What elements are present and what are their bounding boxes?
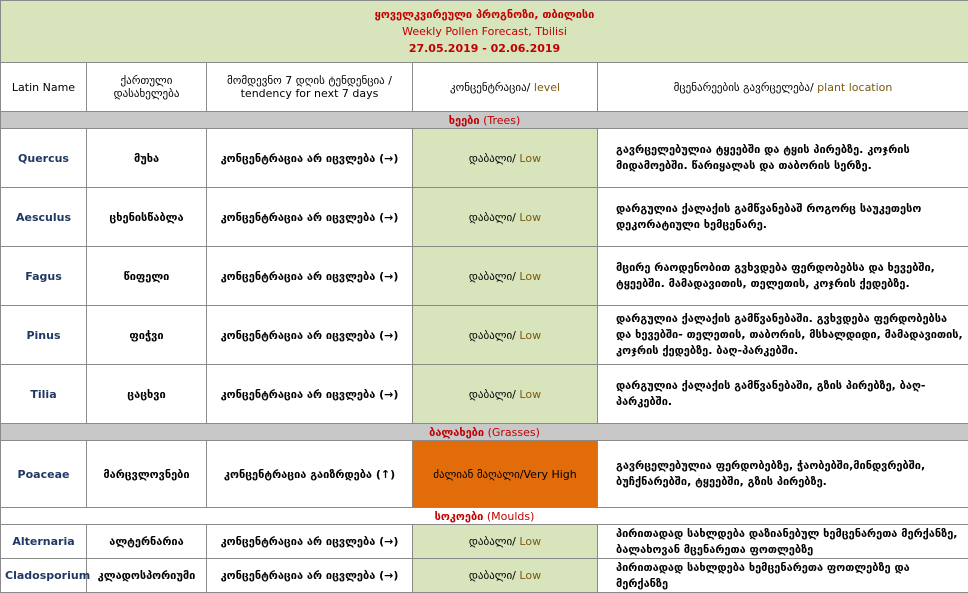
tendency-cell: კონცენტრაცია არ იცვლება (→) (207, 306, 413, 365)
table-row (1, 247, 968, 306)
col-tendency-en: tendency for next 7 days (240, 87, 379, 100)
level-en: Low (515, 269, 542, 283)
level-cell (413, 559, 598, 593)
section-grasses-ka: ბალახები (429, 425, 485, 439)
georgian-name-cell: ფიჭვი (87, 306, 207, 365)
section-moulds-en: (Moulds) (483, 509, 535, 523)
location-cell: გავრცელებულია ფერდობებზე, ჭაობებში,მინდვრებში, ბუჩქნარებში, ტყეებში, გზის პირებზე. (598, 441, 968, 508)
latin-name-cell: Pinus (1, 306, 87, 365)
table-row (1, 559, 968, 593)
column-header-row (1, 63, 968, 112)
georgian-name-cell: ცაცხვი (87, 365, 207, 424)
location-cell: დარგულია ქალაქის გამწვანებაში, გზის პირებზე, ბაღ-პარკებში. (598, 365, 968, 424)
col-tendency-ka: მომდევნო 7 დღის ტენდენცია / (227, 74, 392, 87)
section-trees-en: (Trees) (479, 113, 521, 127)
level-ka: დაბალი/ (468, 151, 516, 165)
level-ka: დაბალი/ (468, 328, 516, 342)
col-concentration-en: level (530, 80, 561, 94)
level-cell (413, 188, 598, 247)
level-ka: დაბალი/ (468, 535, 516, 548)
moulds-rows (1, 525, 968, 593)
col-location (598, 63, 968, 112)
level-ka: ძალიან მაღალი/ (433, 467, 524, 481)
title-ka: ყოველკვირეული პროგნოზი, თბილისი (374, 8, 595, 21)
level-en: Low (515, 210, 542, 224)
tendency-cell: კონცენტრაცია არ იცვლება (→) (207, 247, 413, 306)
location-cell: პირითადად სახლდება ხემცენარეთა ფოთლებზე და მერქანზე (598, 559, 968, 593)
table-row (1, 306, 968, 365)
grasses-rows (1, 441, 968, 508)
tendency-cell: კონცენტრაცია არ იცვლება (→) (207, 525, 413, 559)
col-concentration-ka: კონცენტრაცია/ (449, 80, 531, 94)
georgian-name-cell: მუხა (87, 129, 207, 188)
location-cell: მცირე რაოდენობით გვხვდება ფერდობებსა და ხევებში, ტყეებში. მამადავითის, თელეთის, კოჯრის ქედებზე. (598, 247, 968, 306)
level-ka: დაბალი/ (468, 269, 516, 283)
level-en: Low (515, 569, 542, 582)
section-moulds-label (1, 508, 968, 525)
latin-name-cell: Quercus (1, 129, 87, 188)
georgian-name-cell: ალტერნარია (87, 525, 207, 559)
latin-name-cell: Poaceae (1, 441, 87, 508)
level-ka: დაბალი/ (468, 569, 516, 582)
col-georgian-name: ქართული დასახელება (87, 63, 207, 112)
level-en: Low (515, 387, 542, 401)
latin-name-cell: Fagus (1, 247, 87, 306)
location-cell: პირითადად სახლდება დაზიანებულ ხემცენარეთა მერქანზე, ბალახოვან მცენარეთა ფოთლებზე (598, 525, 968, 559)
table-row (1, 365, 968, 424)
latin-name-cell: Tilia (1, 365, 87, 424)
section-trees (1, 112, 968, 129)
level-cell (413, 365, 598, 424)
level-en: Low (515, 328, 542, 342)
col-concentration (413, 63, 598, 112)
level-en: Low (515, 151, 542, 165)
title-en: Weekly Pollen Forecast, Tbilisi (402, 25, 567, 38)
latin-name-cell: Alternaria (1, 525, 87, 559)
header-row (1, 1, 968, 63)
georgian-name-cell: წიფელი (87, 247, 207, 306)
tendency-cell: კონცენტრაცია არ იცვლება (→) (207, 188, 413, 247)
level-cell (413, 129, 598, 188)
level-cell (413, 247, 598, 306)
georgian-name-cell: ცხენისწაბლა (87, 188, 207, 247)
section-moulds (1, 508, 968, 525)
col-tendency (207, 63, 413, 112)
level-cell (413, 441, 598, 508)
col-latin-name: Latin Name (1, 63, 87, 112)
date-range: 27.05.2019 - 02.06.2019 (408, 42, 561, 55)
location-cell: დარგულია ქალაქის გამწვანებაში. გვხვდება ფერდობებსა და ხევებში- თელეთის, თაბორის, მსხალდიდი, მამადავითის, კოჯრის ქედებზე. ბაღ-პარკებში. (598, 306, 968, 365)
latin-name-cell: Cladosporium (1, 559, 87, 593)
latin-name-cell: Aesculus (1, 188, 87, 247)
georgian-name-cell: კლადოსპორიუმი (87, 559, 207, 593)
tendency-cell: კონცენტრაცია არ იცვლება (→) (207, 559, 413, 593)
col-location-ka: მცენარეების გავრცელება/ (673, 80, 814, 94)
table-row (1, 129, 968, 188)
location-cell: დარგულია ქალაქის გამწვანებაშ როგორც საუკეთესო დეკორატიული ხემცენარე. (598, 188, 968, 247)
section-trees-label (1, 112, 968, 129)
section-moulds-ka: სოკოები (434, 509, 484, 523)
level-ka: დაბალი/ (468, 387, 516, 401)
table-row (1, 441, 968, 508)
georgian-name-cell: მარცვლოვნები (87, 441, 207, 508)
tendency-cell: კონცენტრაცია არ იცვლება (→) (207, 365, 413, 424)
level-cell (413, 525, 598, 559)
level-en: Very High (523, 467, 577, 481)
table-row (1, 525, 968, 559)
tendency-cell: კონცენტრაცია არ იცვლება (→) (207, 129, 413, 188)
level-cell (413, 306, 598, 365)
location-cell: გავრცელებულია ტყეებში და ტყის პირებზე. კოჯრის მიდამოებში. წარიყალას და თაბორის სერზე. (598, 129, 968, 188)
table-row (1, 188, 968, 247)
section-grasses (1, 424, 968, 441)
trees-rows (1, 129, 968, 424)
level-en: Low (515, 535, 542, 548)
tendency-cell: კონცენტრაცია გაიზრდება (↑) (207, 441, 413, 508)
section-trees-ka: ხეები (448, 113, 480, 127)
level-ka: დაბალი/ (468, 210, 516, 224)
forecast-header (1, 1, 968, 63)
section-grasses-label (1, 424, 968, 441)
section-grasses-en: (Grasses) (484, 425, 540, 439)
col-location-en: plant location (813, 80, 893, 94)
